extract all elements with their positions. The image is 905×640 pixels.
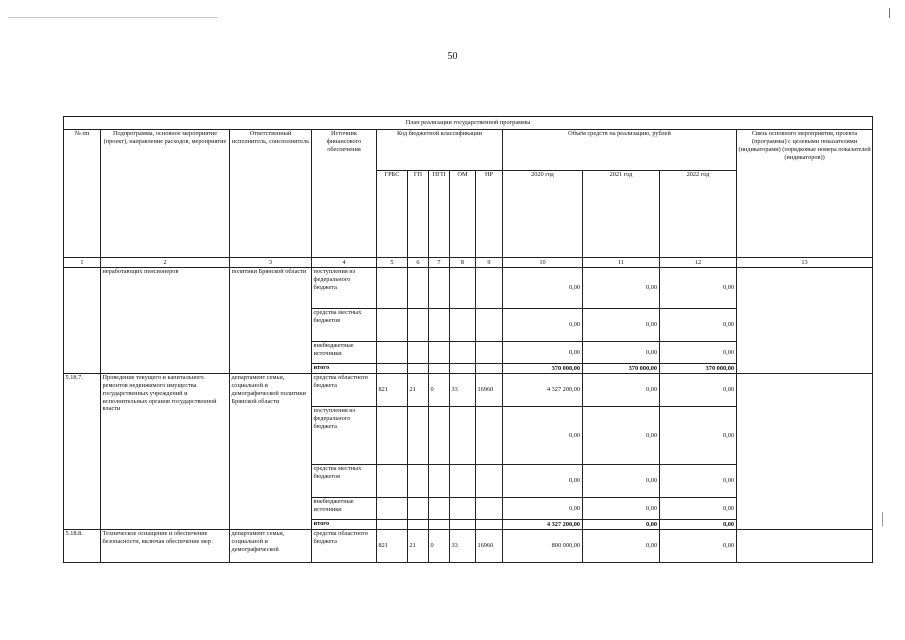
value-2021: 0,00 [583,309,660,342]
code-om: 33 [450,530,476,563]
header-executor: Ответственный исполнитель, соисполнитель [230,130,312,258]
value-2022: 0,00 [660,498,737,520]
row-source: итого [312,520,377,530]
row-source: поступления из федерального бюджета [312,268,377,309]
row-link [737,530,873,563]
column-number-row [64,258,873,268]
column-number: 5 [377,258,408,268]
value-2022: 0,00 [660,268,737,309]
scan-artifact-tick [882,512,883,526]
value-2021: 0,00 [583,342,660,364]
code-pgp: 0 [429,374,450,407]
column-number: 1 [64,258,101,268]
header-budget-code: Код бюджетной классификации [377,130,503,171]
row-source: средства местных бюджетов [312,465,377,498]
header-num: № пп [64,130,101,258]
value-2021: 0,00 [583,530,660,563]
value-2020: 0,00 [503,407,583,465]
column-number: 2 [101,258,230,268]
value-2020: 0,00 [503,498,583,520]
value-2022: 0,00 [660,407,737,465]
row-source: поступления из федерального бюджета [312,407,377,465]
column-number: 8 [450,258,476,268]
row-source: внебюджетные источники [312,342,377,364]
row-executor: политики Брянской области [230,268,312,374]
value-2022: 0,00 [660,465,737,498]
page-number: 50 [447,51,458,62]
value-2021: 0,00 [583,407,660,465]
value-2022: 0,00 [660,309,737,342]
header-program: Подпрограмма, основное мероприятие (проект), направление расходов, мероприятие [101,130,230,258]
table-row [64,268,873,309]
header-source: Источник финансового обеспечения [312,130,377,258]
value-2020: 0,00 [503,268,583,309]
header-np: НР [476,171,503,258]
header-pgp: ПГП [429,171,450,258]
column-number: 13 [737,258,873,268]
column-number: 10 [503,258,583,268]
value-2020: 4 327 200,00 [503,520,583,530]
code-np: 16960 [476,374,503,407]
row-source: итого [312,364,377,374]
value-2022: 0,00 [660,374,737,407]
table-row [64,530,873,563]
value-2021: 0,00 [583,268,660,309]
row-source: внебюджетные источники [312,498,377,520]
row-num: 5.18.8. [64,530,101,563]
value-2020: 4 327 200,00 [503,374,583,407]
row-source: средства местных бюджетов [312,309,377,342]
row-source: средства областного бюджета [312,374,377,407]
code-grbs: 821 [377,530,408,563]
row-program: Техническое оснащение и обеспечение безопасности, включая обеспечение мер [101,530,230,563]
value-2020: 0,00 [503,465,583,498]
row-executor: департамент семьи, социальной и демографической политики Брянской области [230,374,312,530]
column-number: 9 [476,258,503,268]
value-2020: 800 000,00 [503,530,583,563]
column-number: 7 [429,258,450,268]
row-program: Проведение текущего и капитального ремонтов недвижимого имущества государственных учреждений и исполнительных органов государственной власти [101,374,230,530]
header-grbs: ГРБС [377,171,408,258]
code-gp: 21 [408,374,429,407]
header-link: Связь основного мероприятия, проекта (программы) с целевыми показателями (индикаторами) (порядковые номера показателей (индикаторов)) [737,130,873,258]
header-year-2020: 2020 год [503,171,583,258]
scan-artifact-line [8,17,218,18]
value-2022: 0,00 [660,530,737,563]
row-program: неработающих пенсионеров [101,268,230,374]
table-title: План реализации государственной программы [64,117,873,130]
header-volume: Объём средств на реализацию, рублей [503,130,737,171]
row-num [64,268,101,374]
header-year-2021: 2021 год [583,171,660,258]
value-2021: 0,00 [583,498,660,520]
value-2021: 0,00 [583,374,660,407]
code-pgp: 0 [429,530,450,563]
row-executor: департамент семьи, социальной и демографической [230,530,312,563]
code-om: 33 [450,374,476,407]
plan-table [63,116,873,563]
value-2022: 0,00 [660,520,737,530]
column-number: 3 [230,258,312,268]
value-2020: 0,00 [503,342,583,364]
row-link [737,268,873,374]
row-num: 5.18.7. [64,374,101,530]
code-gp: 21 [408,530,429,563]
column-number: 4 [312,258,377,268]
header-om: ОМ [450,171,476,258]
value-2021: 370 000,00 [583,364,660,374]
row-source: средства областного бюджета [312,530,377,563]
header-gp: ГП [408,171,429,258]
scan-artifact-tick [889,8,890,18]
value-2020: 370 000,00 [503,364,583,374]
code-grbs: 821 [377,374,408,407]
column-number: 11 [583,258,660,268]
value-2021: 0,00 [583,465,660,498]
table-row [64,374,873,407]
code-np: 16960 [476,530,503,563]
column-number: 6 [408,258,429,268]
value-2022: 370 000,00 [660,364,737,374]
column-number: 12 [660,258,737,268]
value-2022: 0,00 [660,342,737,364]
value-2021: 0,00 [583,520,660,530]
row-link [737,374,873,530]
header-year-2022: 2022 год [660,171,737,258]
value-2020: 0,00 [503,309,583,342]
